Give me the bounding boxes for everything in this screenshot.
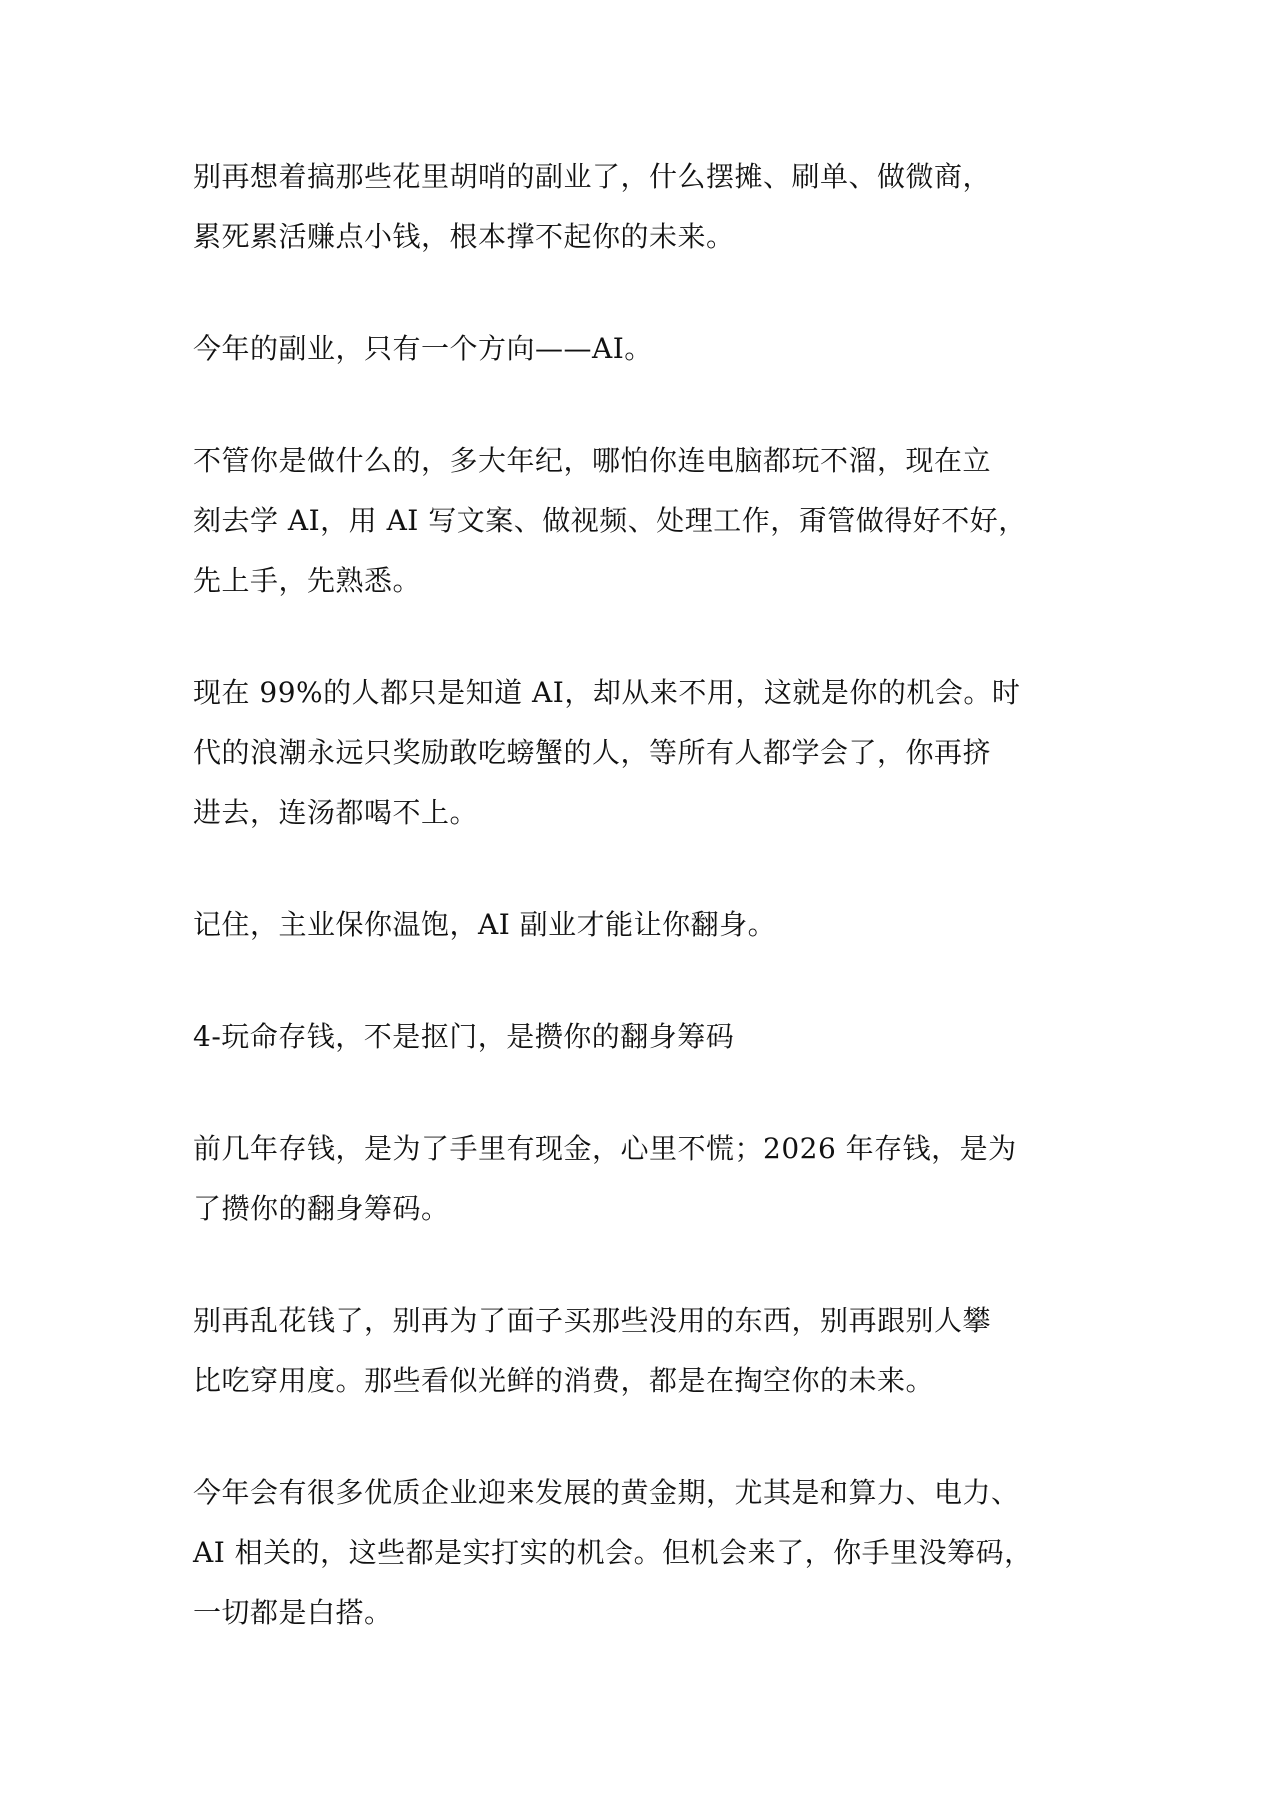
paragraph-side-hustle-warning	[193, 147, 1086, 267]
text-line: 不管你是做什么的，多大年纪，哪怕你连电脑都玩不溜，现在立	[193, 444, 992, 477]
text-line: 一切都是白搭。	[193, 1596, 393, 1629]
paragraph-ai-opportunity	[193, 663, 1086, 843]
text-line: 比吃穿用度。那些看似光鲜的消费，都是在掏空你的未来。	[193, 1364, 935, 1397]
paragraph-golden-period	[193, 1463, 1086, 1643]
text-line: 别再乱花钱了，别再为了面子买那些没用的东西，别再跟别人攀	[193, 1304, 992, 1337]
text-line: 了攒你的翻身筹码。	[193, 1192, 450, 1225]
paragraph-main-job-vs-ai	[193, 895, 1086, 955]
paragraph-ai-direction	[193, 319, 1086, 379]
paragraph-learn-ai	[193, 431, 1086, 611]
text-line: 前几年存钱，是为了手里有现金，心里不慌；2026 年存钱，是为	[193, 1132, 1017, 1165]
text-line: 累死累活赚点小钱，根本撑不起你的未来。	[193, 220, 735, 253]
text-line: AI 相关的，这些都是实打实的机会。但机会来了，你手里没筹码，	[193, 1536, 1033, 1569]
text-line: 先上手，先熟悉。	[193, 564, 422, 597]
text-line: 记住，主业保你温饱，AI 副业才能让你翻身。	[193, 908, 777, 941]
text-line: 现在 99%的人都只是知道 AI，却从来不用，这就是你的机会。时	[193, 676, 1021, 709]
text-line: 别再想着搞那些花里胡哨的副业了，什么摆摊、刷单、做微商，	[193, 160, 992, 193]
text-line: 今年会有很多优质企业迎来发展的黄金期，尤其是和算力、电力、	[193, 1476, 1020, 1509]
section-heading: 4-玩命存钱，不是抠门，是攒你的翻身筹码	[193, 1020, 735, 1053]
paragraph-saving-purpose	[193, 1119, 1086, 1239]
text-line: 刻去学 AI，用 AI 写文案、做视频、处理工作，甭管做得好不好，	[193, 504, 1027, 537]
text-line: 进去，连汤都喝不上。	[193, 796, 479, 829]
text-line: 代的浪潮永远只奖励敢吃螃蟹的人，等所有人都学会了，你再挤	[193, 736, 992, 769]
paragraph-stop-spending	[193, 1291, 1086, 1411]
text-line: 今年的副业，只有一个方向——AI。	[193, 332, 653, 365]
document-body	[193, 147, 1086, 1695]
